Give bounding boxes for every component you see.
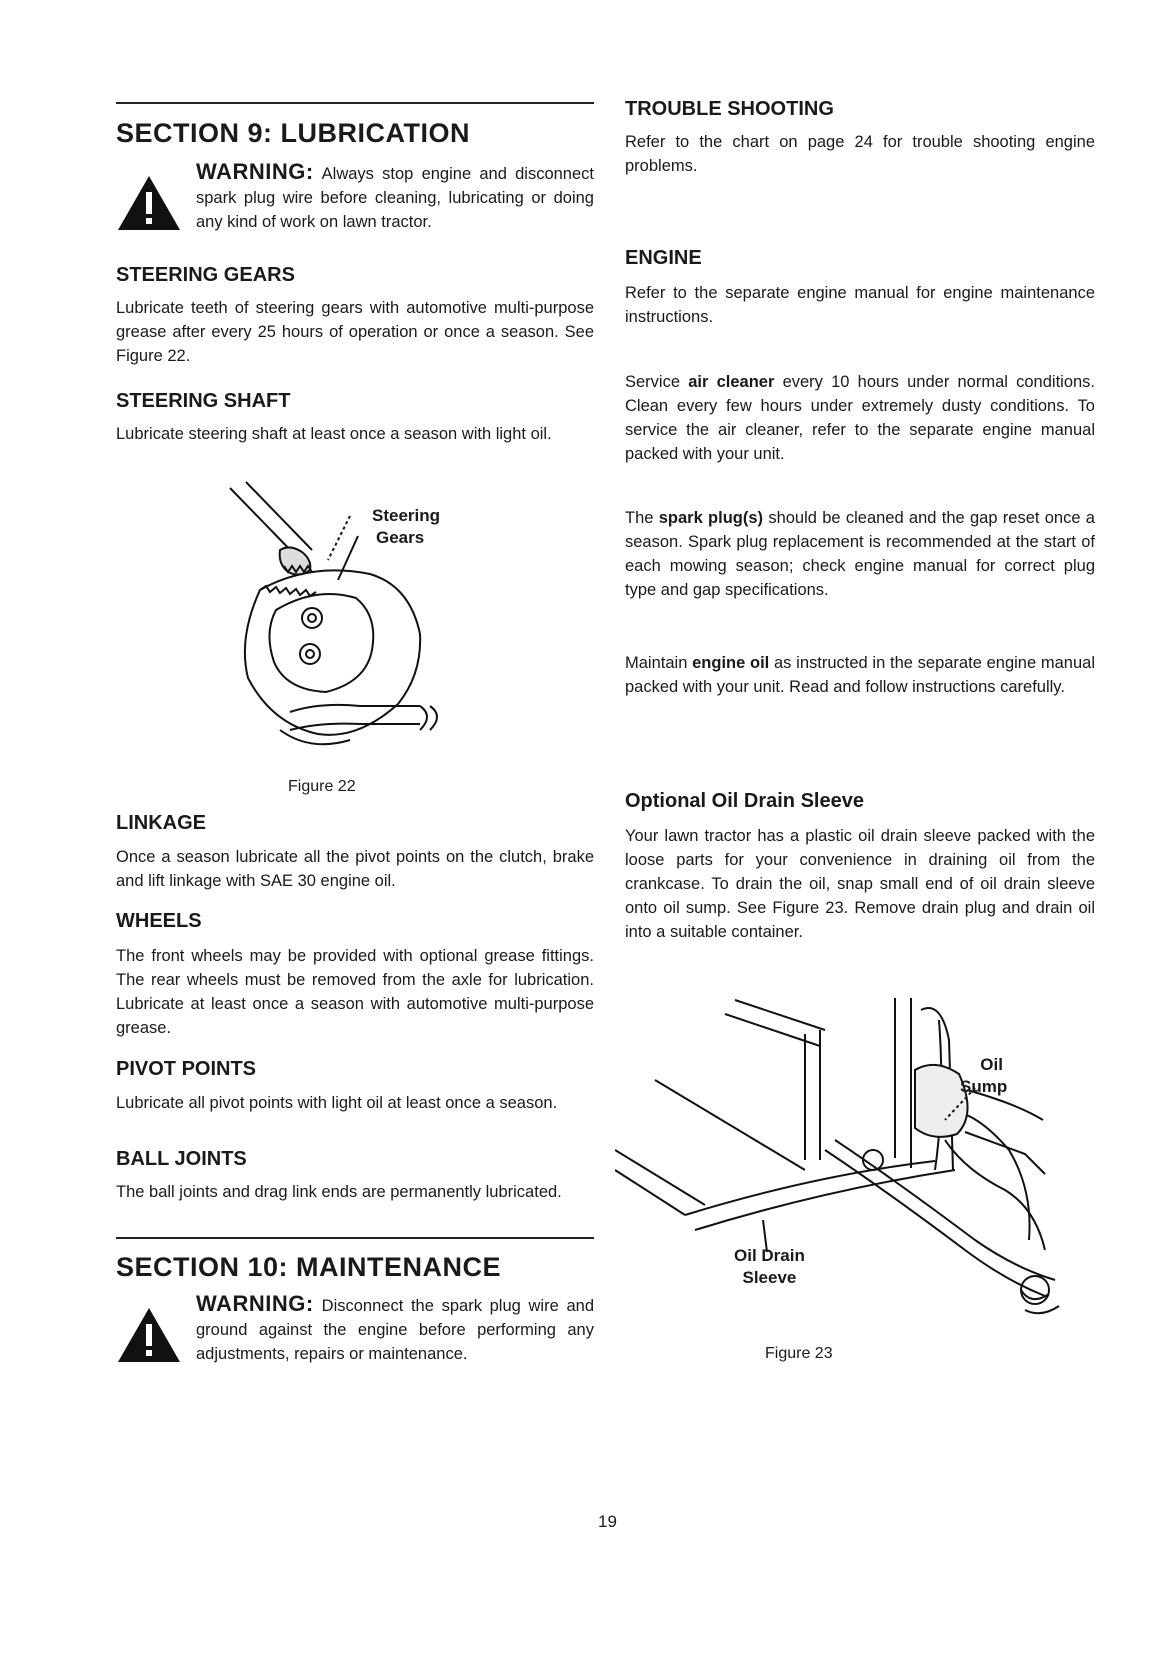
pivot-points-text: Lubricate all pivot points with light oil at least once a season. <box>116 1094 558 1112</box>
pivot-points-heading: PIVOT POINTS <box>116 1058 257 1080</box>
engine-text: Refer to the separate engine manual for engine maintenance instructions. <box>625 284 1095 326</box>
section-9-title: SECTION 9: LUBRICATION <box>116 118 470 148</box>
warning-text: Disconnect the spark plug wire and ground against the engine before performing any adjustments, repairs or maintenance. <box>196 1297 594 1363</box>
section-10-title: SECTION 10: MAINTENANCE <box>116 1252 502 1282</box>
steering-gears-heading: STEERING GEARS <box>116 264 295 286</box>
oil-drain-sleeve-heading: Optional Oil Drain Sleeve <box>625 790 864 812</box>
warning-text: Always stop engine and disconnect spark plug wire before cleaning, lubricating or doing any kind of work on lawn tractor. <box>196 165 594 231</box>
oil-drain-sleeve-illustration <box>615 990 1085 1335</box>
warning-triangle-icon <box>116 1306 182 1364</box>
ball-joints-heading: BALL JOINTS <box>116 1148 247 1170</box>
wheels-heading: WHEELS <box>116 910 202 932</box>
section-10-rule <box>116 1237 594 1239</box>
steering-shaft-text: Lubricate steering shaft at least once a season with light oil. <box>116 425 552 443</box>
wheels-text: The front wheels may be provided with optional grease fittings. The rear wheels must be removed from the axle for lubrication. Lubricate at least once a season with automotive multi-purpose grease. <box>116 947 594 1037</box>
warning-label: WARNING: <box>196 159 314 184</box>
warning-label: WARNING: <box>196 1291 314 1316</box>
trouble-shooting-heading: TROUBLE SHOOTING <box>625 98 834 120</box>
steering-gears-illustration <box>220 480 480 765</box>
warning-triangle-icon <box>116 174 182 232</box>
engine-heading: ENGINE <box>625 247 702 269</box>
figure-22-caption: Figure 22 <box>288 778 356 795</box>
linkage-heading: LINKAGE <box>116 812 206 834</box>
air-cleaner-text: Service air cleaner every 10 hours under normal conditions. Clean every few hours under extremely dusty conditions. To service the air cleaner, refer to the separate engine manual packed with your unit. <box>625 373 1096 463</box>
engine-oil-text: Maintain engine oil as instructed in the separate engine manual packed with your unit. Read and follow instructions carefully. <box>625 654 1095 696</box>
trouble-shooting-text: Refer to the chart on page 24 for trouble shooting engine problems. <box>625 133 1095 175</box>
oil-drain-sleeve-label: Oil Drain Sleeve <box>734 1246 805 1287</box>
ball-joints-text: The ball joints and drag link ends are permanently lubricated. <box>116 1183 562 1201</box>
section-9-warning <box>116 160 594 260</box>
steering-shaft-heading: STEERING SHAFT <box>116 390 291 412</box>
section-9-rule <box>116 102 594 104</box>
linkage-text: Once a season lubricate all the pivot points on the clutch, brake and lift linkage with SAE 30 engine oil. <box>116 848 594 890</box>
spark-plug-text: The spark plug(s) should be cleaned and the gap reset once a season. Spark plug replacement is recommended at the start of each mowing season; check engine manual for correct plug type and gap specifications. <box>625 509 1095 599</box>
oil-sump-label: Oil Sump <box>960 1055 1008 1096</box>
page-number: 19 <box>598 1512 617 1531</box>
steering-gears-text: Lubricate teeth of steering gears with automotive multi-purpose grease after every 25 hours of operation or once a season. See Figure 22. <box>116 299 594 365</box>
oil-drain-sleeve-text: Your lawn tractor has a plastic oil drain sleeve packed with the loose parts for your convenience in draining oil from the crankcase. To drain the oil, snap small end of oil drain sleeve onto oil sump. See Figure 23. Remove drain plug and drain oil into a suitable container. <box>625 827 1095 941</box>
figure-23-caption: Figure 23 <box>765 1345 833 1362</box>
steering-gears-label: Steering Gears <box>372 506 441 547</box>
section-10-warning <box>116 1292 594 1392</box>
